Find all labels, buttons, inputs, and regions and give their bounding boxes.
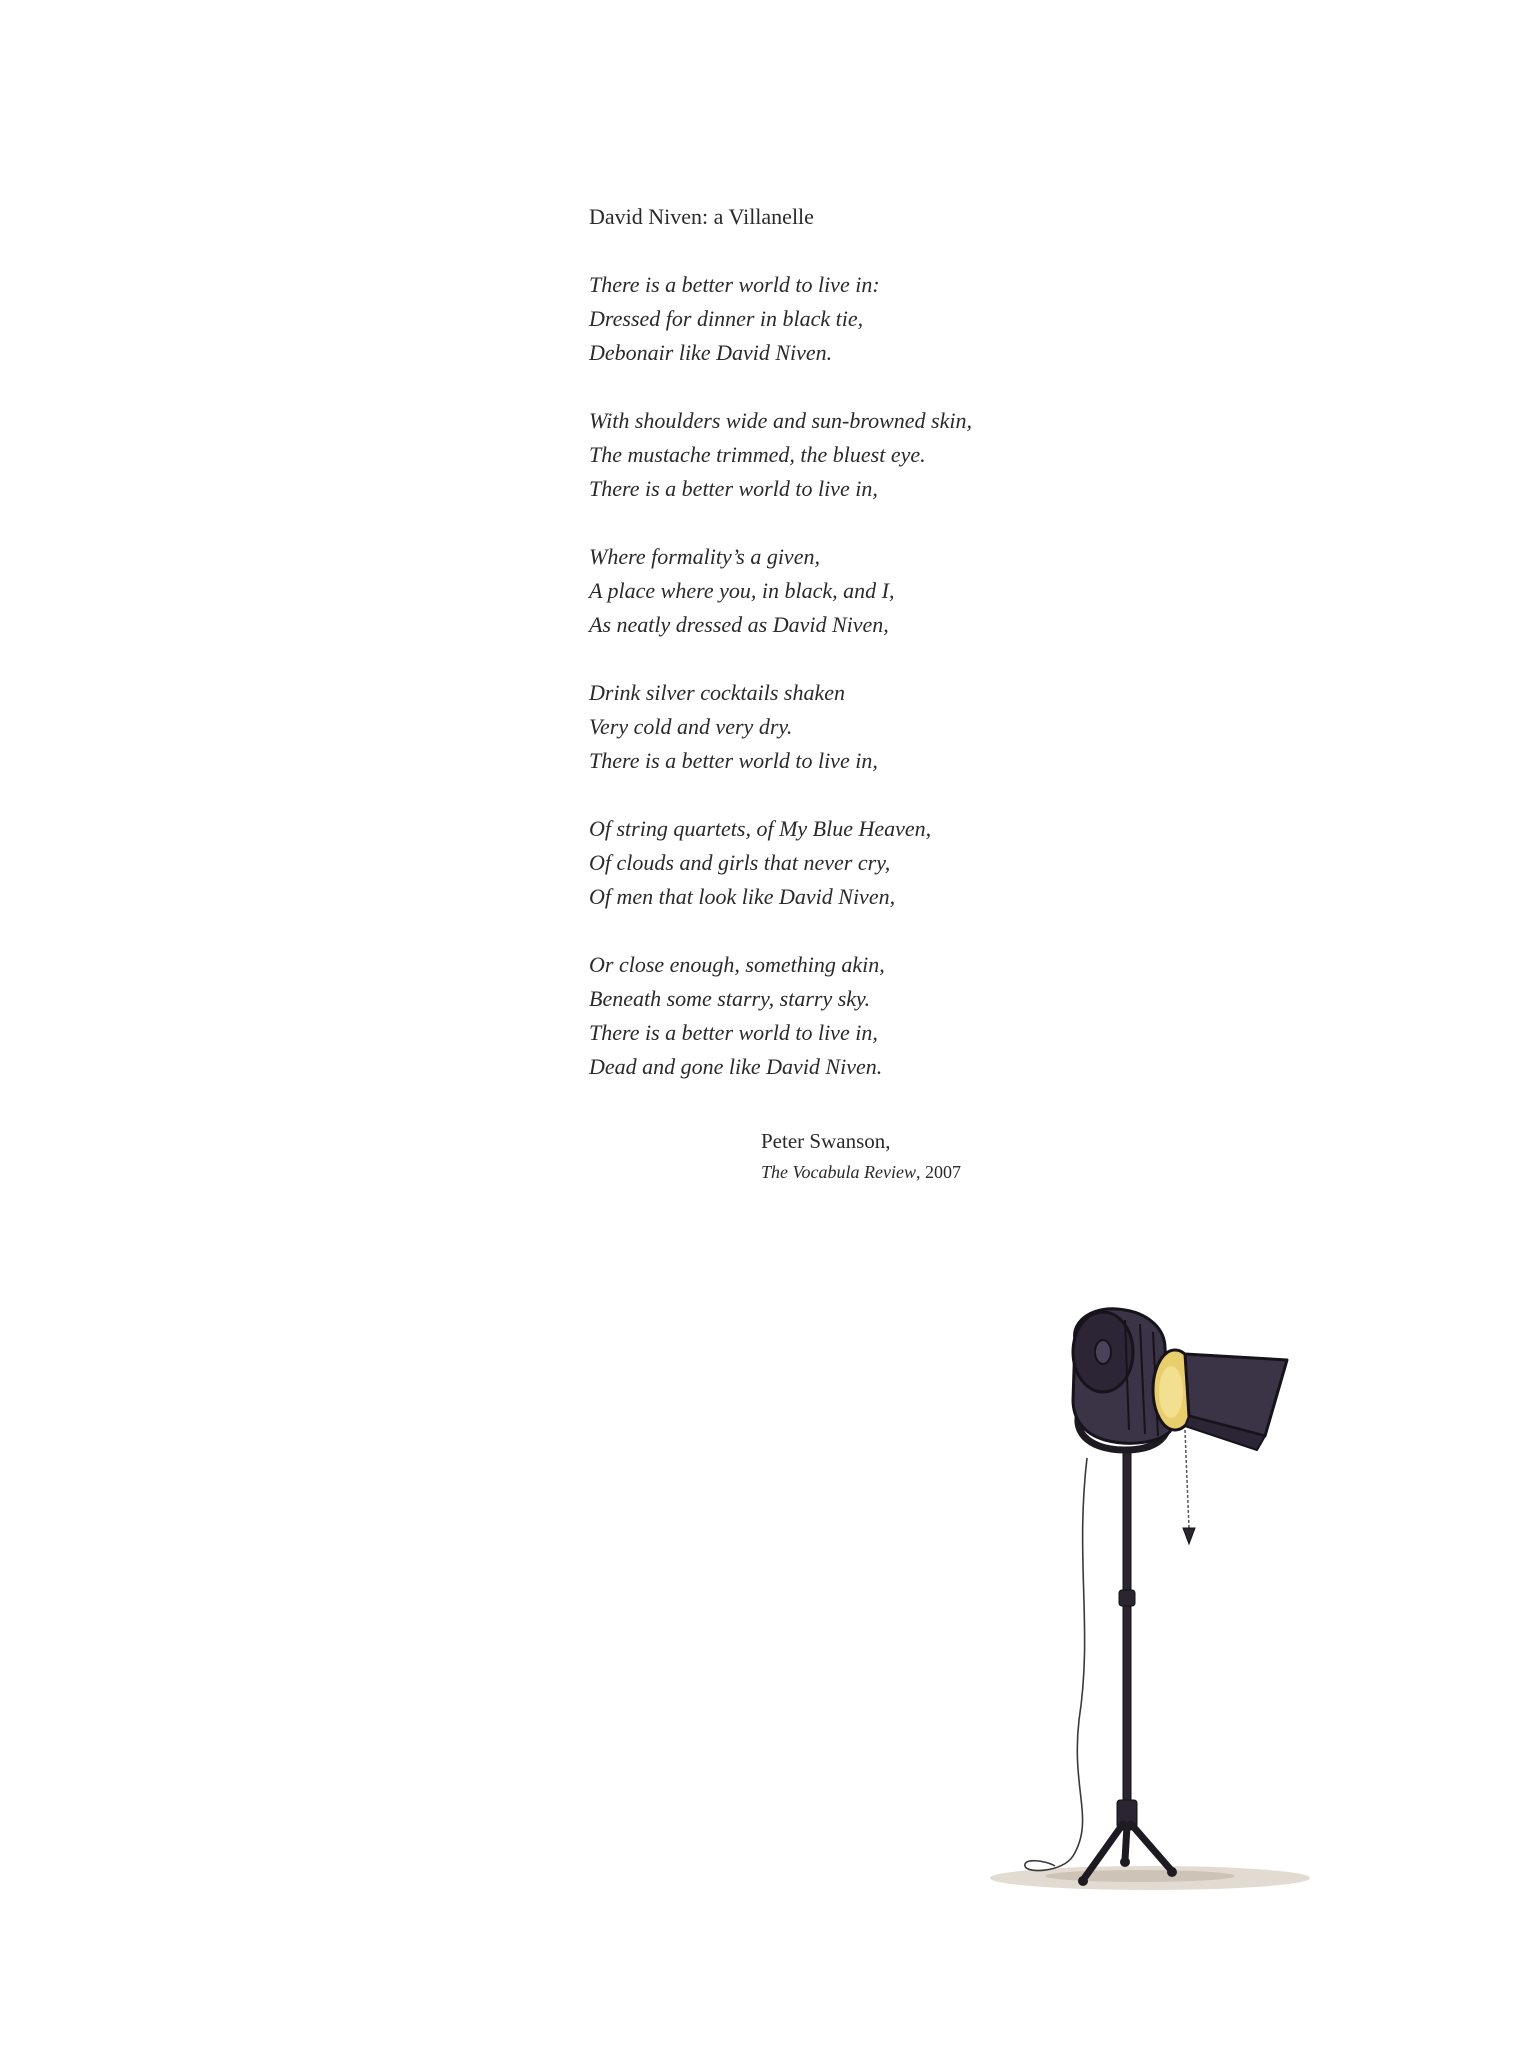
poem-line: Of men that look like David Niven, bbox=[589, 884, 896, 909]
tripod-foot bbox=[1167, 1867, 1177, 1877]
poem-line: The mustache trimmed, the bluest eye. bbox=[589, 442, 926, 467]
poem-line: Dead and gone like David Niven. bbox=[589, 1054, 883, 1079]
floor-shadow-core bbox=[1045, 1870, 1235, 1882]
poem-line: As neatly dressed as David Niven, bbox=[589, 612, 889, 637]
poem-line: Or close enough, something akin, bbox=[589, 952, 885, 977]
poem-line: There is a better world to live in, bbox=[589, 1020, 878, 1045]
tripod-foot bbox=[1078, 1876, 1088, 1886]
power-cable bbox=[1025, 1458, 1087, 1871]
poem bbox=[589, 200, 1189, 1118]
author-name: Peter Swanson, bbox=[761, 1129, 891, 1153]
lamp-lens-glow bbox=[1159, 1366, 1183, 1418]
stage-spotlight-icon bbox=[975, 1300, 1315, 1920]
pull-chain-weight bbox=[1183, 1528, 1195, 1544]
stanza-6 bbox=[589, 948, 1189, 1084]
tripod-leg-center bbox=[1125, 1826, 1127, 1860]
stanza-5 bbox=[589, 812, 1189, 914]
stanza-2 bbox=[589, 404, 1189, 506]
publication-title: The Vocabula Review bbox=[761, 1162, 916, 1182]
poem-line: Of string quartets, of My Blue Heaven, bbox=[589, 816, 932, 841]
poem-line: With shoulders wide and sun-browned skin, bbox=[589, 408, 972, 433]
stanza-4 bbox=[589, 676, 1189, 778]
stand-pole bbox=[1123, 1450, 1131, 1830]
poem-title: David Niven: a Villanelle bbox=[589, 204, 814, 229]
poem-line: A place where you, in black, and I, bbox=[589, 578, 895, 603]
poem-line: There is a better world to live in, bbox=[589, 476, 878, 501]
pull-chain bbox=[1185, 1430, 1189, 1528]
poem-line: Very cold and very dry. bbox=[589, 714, 793, 739]
publication-year: , 2007 bbox=[915, 1162, 961, 1182]
pole-clamp bbox=[1119, 1590, 1135, 1606]
poem-line: There is a better world to live in: bbox=[589, 272, 880, 297]
stanza-3 bbox=[589, 540, 1189, 642]
tripod-foot bbox=[1120, 1857, 1130, 1867]
poem-line: Beneath some starry, starry sky. bbox=[589, 986, 871, 1011]
poem-line: Of clouds and girls that never cry, bbox=[589, 850, 891, 875]
poem-line: Where formality’s a given, bbox=[589, 544, 820, 569]
poem-line: Dressed for dinner in black tie, bbox=[589, 306, 864, 331]
lamp-back-knob bbox=[1095, 1340, 1111, 1364]
attribution bbox=[761, 1125, 1161, 1187]
source-citation bbox=[761, 1157, 1161, 1187]
poem-line: Debonair like David Niven. bbox=[589, 340, 833, 365]
tripod-leg-right bbox=[1131, 1824, 1171, 1870]
poem-line: Drink silver cocktails shaken bbox=[589, 680, 845, 705]
poem-line: There is a better world to live in, bbox=[589, 748, 878, 773]
stanza-1 bbox=[589, 268, 1189, 370]
lamp-head bbox=[1073, 1309, 1287, 1450]
